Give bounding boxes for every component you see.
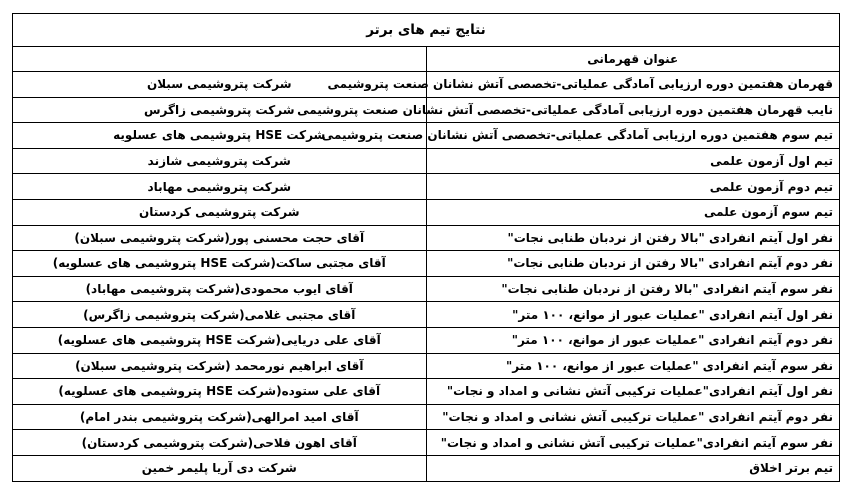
table-row [13,174,840,200]
table-row [13,225,840,251]
table-row [13,123,840,149]
table-row [13,276,840,302]
award-cell: تیم دوم آزمون علمی [426,174,840,200]
table-row [13,455,840,481]
award-cell: نفر دوم آیتم انفرادی "عملیات عبور از موانع، ۱۰۰ متر" [426,327,840,353]
winner-cell: آقای علی ستوده(شرکت HSE پتروشیمی های عسلویه) [13,379,427,405]
table-row [13,379,840,405]
table-row [13,353,840,379]
table-row [13,97,840,123]
winner-cell: آقای ایوب محمودی(شرکت پتروشیمی مهاباد) [13,276,427,302]
title-row [13,14,840,47]
winner-cell: آقای امید امرالهی(شرکت پتروشیمی بندر امام) [13,404,427,430]
winner-cell: آقای مجتبی ساکت(شرکت HSE پتروشیمی های عسلویه) [13,251,427,277]
award-cell: نفر دوم آیتم انفرادی "بالا رفتن از نردبان طنابی نجات" [426,251,840,277]
table-row [13,72,840,98]
table-row [13,251,840,277]
winner-cell: آقای اهون فلاحی(شرکت پتروشیمی کردستان) [13,430,427,456]
award-cell: تیم اول آزمون علمی [426,148,840,174]
winner-cell: شرکت پتروشیمی شازند [13,148,427,174]
award-cell: نفر سوم آیتم انفرادی "عملیات عبور از موانع، ۱۰۰ متر" [426,353,840,379]
results-document [12,13,840,482]
award-cell: قهرمان هفتمین دوره ارزیابی آمادگی عملیاتی-تخصصی آتش نشانان صنعت پتروشیمی [426,72,840,98]
award-cell: تیم سوم آزمون علمی [426,199,840,225]
winner-cell: شرکت پتروشیمی کردستان [13,199,427,225]
table-row [13,302,840,328]
table-row [13,199,840,225]
table-title: نتایج تیم های برتر [13,14,840,47]
award-cell: نفر سوم آیتم انفرادی"عملیات ترکیبی آتش نشانی و امداد و نجات" [426,430,840,456]
award-cell: تیم برتر اخلاق [426,455,840,481]
table-row [13,327,840,353]
award-cell: نفر اول آیتم انفرادی "عملیات عبور از موانع، ۱۰۰ متر" [426,302,840,328]
winner-cell: آقای حجت محسنی پور(شرکت پتروشیمی سبلان) [13,225,427,251]
winner-cell: آقای علی دریایی(شرکت HSE پتروشیمی های عسلویه) [13,327,427,353]
results-table [12,13,840,482]
winner-cell: شرکت پتروشیمی زاگرس [13,97,427,123]
winner-column-header [13,47,427,72]
table-row [13,404,840,430]
award-cell: نفر اول آیتم انفرادی "بالا رفتن از نردبان طنابی نجات" [426,225,840,251]
header-row [13,47,840,72]
winner-cell: شرکت دی آریا پلیمر خمین [13,455,427,481]
award-column-header: عنوان قهرمانی [426,47,840,72]
table-row [13,430,840,456]
award-cell: نفر اول آیتم انفرادی"عملیات ترکیبی آتش نشانی و امداد و نجات" [426,379,840,405]
table-row [13,148,840,174]
winner-cell: شرکت پتروشیمی مهاباد [13,174,427,200]
winner-cell: شرکت پتروشیمی سبلان [13,72,427,98]
award-cell: تیم سوم هفتمین دوره ارزیابی آمادگی عملیاتی-تخصصی آتش نشانان صنعت پتروشیمی [426,123,840,149]
winner-cell: شرکت HSE پتروشیمی های عسلویه [13,123,427,149]
winner-cell: آقای مجتبی غلامی(شرکت پتروشیمی زاگرس) [13,302,427,328]
award-cell: نایب قهرمان هفتمین دوره ارزیابی آمادگی عملیاتی-تخصصی آتش نشانان صنعت پتروشیمی [426,97,840,123]
award-cell: نفر دوم آیتم انفرادی "عملیات ترکیبی آتش نشانی و امداد و نجات" [426,404,840,430]
award-cell: نفر سوم آیتم انفرادی "بالا رفتن از نردبان طنابی نجات" [426,276,840,302]
winner-cell: آقای ابراهیم نورمحمد (شرکت پتروشیمی سبلان) [13,353,427,379]
